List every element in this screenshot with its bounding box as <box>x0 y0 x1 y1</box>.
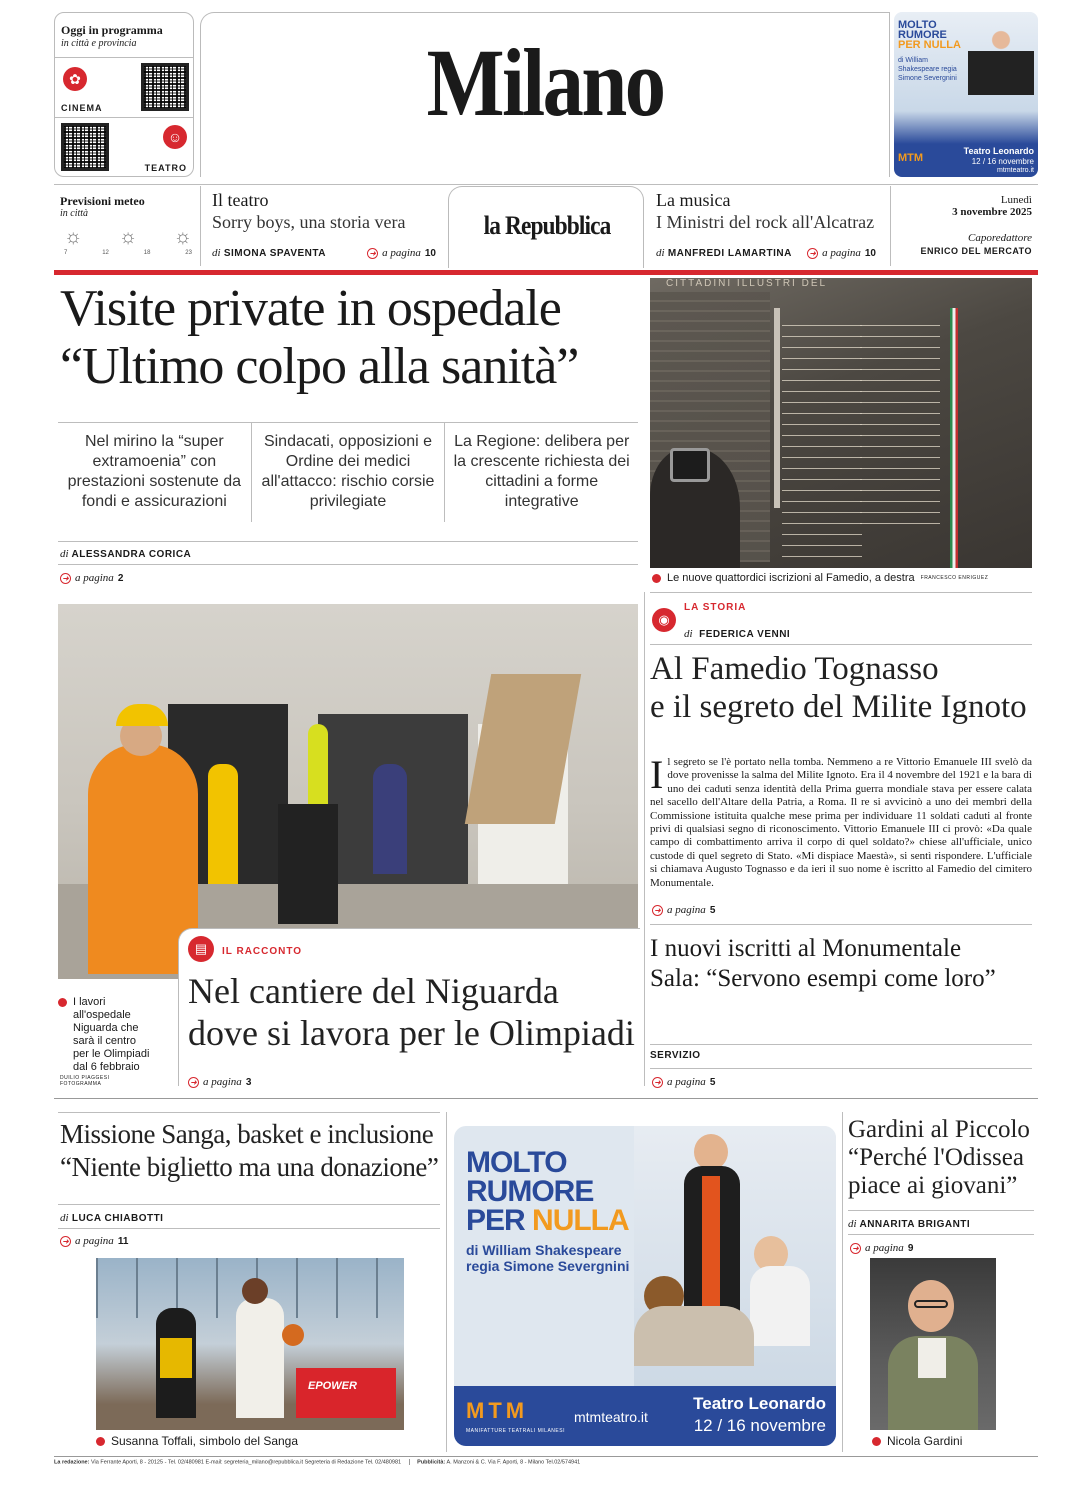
storia-tag: LA STORIA <box>684 602 747 613</box>
gardini-photo <box>870 1258 996 1430</box>
arrow-right-icon: ➜ <box>807 248 818 259</box>
teatro-mask-icon[interactable]: ☺ <box>163 125 187 149</box>
ad-small-credit: di William Shakespeare regia Simone Severgnini <box>898 57 957 82</box>
teatro-label[interactable]: TEATRO <box>144 163 187 173</box>
programma-box <box>54 12 194 177</box>
lead-point: Nel mirino la “super extramoenia” con prestazioni sostenute da fondi e assicurazioni <box>67 433 242 510</box>
plaque-header: CITTADINI ILLUSTRI DEL <box>666 278 828 289</box>
camera-icon <box>652 574 661 583</box>
lead-apag[interactable]: ➜ a pagina 2 <box>60 572 123 584</box>
ad-big-site[interactable]: mtmteatro.it <box>574 1409 648 1425</box>
sun-icon: ☼ <box>64 226 83 248</box>
niguarda-apag[interactable]: ➜ a pagina 3 <box>188 1076 251 1088</box>
racconto-tag: IL RACCONTO <box>222 946 303 957</box>
famedio-caption: Le nuove quattordici iscrizioni al Famedio, a destra FRANCESCO ENRIGUEZ <box>652 572 988 584</box>
ad-big[interactable] <box>454 1126 836 1446</box>
niguarda-credit: DUILIO PIAGGESI FOTOGRAMMA <box>60 1075 110 1087</box>
teatro-byline: di SIMONA SPAVENTA <box>212 247 326 259</box>
lead-headline[interactable]: Visite private in ospedale “Ultimo colpo alla sanità” <box>60 280 579 395</box>
niguarda-headline[interactable]: Nel cantiere del Niguarda dove si lavora per le Olimpiadi <box>188 971 635 1053</box>
ad-big-venue: Teatro Leonardo <box>693 1394 826 1413</box>
arrow-right-icon: ➜ <box>652 1077 663 1088</box>
sanga-photo <box>96 1258 404 1430</box>
ad-small-venue: Teatro Leonardo <box>963 146 1034 156</box>
teatro-qr-icon[interactable] <box>61 123 109 171</box>
meteo-title: Previsioni meteo <box>60 194 145 208</box>
musica-byline: di MANFREDI LAMARTINA <box>656 247 792 259</box>
programma-sub: in città e provincia <box>61 38 137 49</box>
teatro-title[interactable]: Sorry boys, una storia vera <box>212 212 406 232</box>
masthead-title: Milano <box>426 29 664 136</box>
storia-headline[interactable]: Al Famedio Tognasso e il segreto del Milite Ignoto <box>650 651 1027 725</box>
meteo-box <box>54 186 194 268</box>
storia-apag[interactable]: ➜ a pagina 5 <box>652 904 715 916</box>
ad-big-logo: MTM <box>466 1398 529 1423</box>
arrow-right-icon: ➜ <box>188 1077 199 1088</box>
cinema-icon[interactable]: ✿ <box>63 67 87 91</box>
ad-big-credit: di William Shakespeare regia Simone Severgnini <box>466 1242 630 1274</box>
day: Lunedì <box>1000 194 1032 206</box>
ad-small-site: mtmteatro.it <box>997 167 1034 174</box>
sanga-byline: di LUCA CHIABOTTI <box>60 1212 164 1224</box>
meteo-hours: 7 12 18 23 <box>64 250 192 256</box>
date-box <box>894 194 1032 256</box>
ad-small-logo: MTM <box>898 152 924 164</box>
ad-big-photo <box>634 1126 836 1386</box>
ad-big-dates: 12 / 16 novembre <box>693 1416 826 1435</box>
monumentale-apag[interactable]: ➜ a pagina 5 <box>652 1076 715 1088</box>
sanga-jersey-text: EPOWER <box>308 1380 357 1392</box>
teatro-box[interactable] <box>212 190 440 266</box>
storia-byline: di FEDERICA VENNI <box>684 628 791 640</box>
programma-title: Oggi in programma <box>61 23 163 37</box>
arrow-right-icon: ➜ <box>60 1236 71 1247</box>
sanga-caption: Susanna Toffali, simbolo del Sanga <box>96 1434 298 1448</box>
ad-big-logo-sub: MANIFATTURE TEATRALI MILANESI <box>466 1428 565 1434</box>
famedio-photo <box>650 278 1032 568</box>
musica-label: La musica <box>656 190 731 210</box>
storia-body: Il segreto se l'è portato nella tomba. Nemmeno a re Vittorio Emanuele III svelò da dove provenisse la salma del Milite Ignoto. Era il 4 novembre del 1921 e la bara di uno dei caduti senza identità della Prima guerra mondiale stava per essere calata nel sacello dell'Altare della Patria, a Roma. Il re si avvicinò a uno dei membri della Commissione istituita qualche mese prima per individuare 11 soldati caduti al fronte privi di qualsiasi segno di riconoscimento. Vittorio Emanuele III ci provò: «Da quale campo di combattimento arriva il corpo di quel soldato?» chiese all'ufficiale, unico custode di quel segreto di Stato. «Mi dispiace Maestà», si sentì rispondere. L'ufficiale si chiamava Augusto Tognasso e da ieri il suo nome è iscritto al Famedio del cimitero Monumentale. <box>650 752 1032 889</box>
arrow-right-icon: ➜ <box>652 905 663 916</box>
camera-icon <box>872 1437 881 1446</box>
musica-apag[interactable]: ➜ a pagina 10 <box>807 247 876 259</box>
capo-label: Caporedattore <box>968 232 1032 244</box>
monumentale-headline[interactable]: I nuovi iscritti al Monumentale Sala: “Servono esempi come loro” <box>650 935 996 992</box>
capo-name: ENRICO DEL MERCATO <box>920 246 1032 256</box>
cinema-qr-icon[interactable] <box>141 63 189 111</box>
niguarda-photo <box>58 604 638 979</box>
date: 3 novembre 2025 <box>952 206 1032 218</box>
repubblica-logo[interactable]: la Repubblica <box>483 211 611 240</box>
repubblica-logo-box <box>448 186 644 268</box>
monumentale-byline: SERVIZIO <box>650 1050 701 1061</box>
piccolo-headline[interactable]: Gardini al Piccolo “Perché l'Odissea piace ai giovani” <box>848 1116 1030 1199</box>
ad-big-title: MOLTO RUMORE PER NULLA <box>466 1146 629 1237</box>
ad-small[interactable] <box>894 12 1038 177</box>
arrow-right-icon: ➜ <box>60 573 71 584</box>
lead-byline: di ALESSANDRA CORICA <box>60 548 192 560</box>
camera-icon <box>96 1437 105 1446</box>
red-divider <box>54 270 1038 275</box>
ad-small-figures <box>968 18 1034 128</box>
storia-eye-icon: ◉ <box>652 608 676 632</box>
meteo-sub: in città <box>60 208 89 219</box>
arrow-right-icon: ➜ <box>850 1243 861 1254</box>
piccolo-apag[interactable]: ➜ a pagina 9 <box>850 1242 913 1254</box>
piccolo-byline: di ANNARITA BRIGANTI <box>848 1218 971 1230</box>
meteo-sun-icons <box>64 226 192 250</box>
lead-points <box>58 422 638 540</box>
teatro-apag[interactable]: ➜ a pagina 10 <box>367 247 436 259</box>
footer: La redazione: Via Ferrante Aporti, 8 - 20125 - Tel. 02/480981 E-mail: segreteria_milano@repubblica.it Segreteria di Redazione Tel. 02/480981 Pubblicità: A. Manzoni & C. Via F. Aporti, 8 - Milano Tel.02/574941 <box>54 1459 581 1466</box>
niguarda-caption: I lavori all'ospedale Niguarda che sarà il centro per le Olimpiadi dal 6 febbraio <box>58 996 154 1074</box>
ad-small-dates: 12 / 16 novembre <box>971 157 1034 166</box>
musica-box[interactable] <box>656 190 884 266</box>
gardini-caption: Nicola Gardini <box>872 1434 962 1448</box>
sun-icon: ☼ <box>118 226 138 248</box>
sun-icon: ☼ <box>173 226 192 248</box>
sanga-apag[interactable]: ➜ a pagina 11 <box>60 1235 128 1247</box>
racconto-icon: ▤ <box>188 936 214 962</box>
teatro-label: Il teatro <box>212 190 269 210</box>
lead-point: Sindacati, opposizioni e Ordine dei medici all'attacco: rischio corsie privilegiate <box>261 433 435 510</box>
cinema-label[interactable]: CINEMA <box>61 103 103 113</box>
sanga-headline[interactable]: Missione Sanga, basket e inclusione “Niente biglietto ma una donazione” <box>60 1119 439 1182</box>
musica-title[interactable]: I Ministri del rock all'Alcatraz <box>656 212 875 232</box>
camera-icon <box>58 998 67 1007</box>
lead-point: La Regione: delibera per la crescente richiesta dei cittadini a forme integrative <box>453 433 630 510</box>
arrow-right-icon: ➜ <box>367 248 378 259</box>
ad-small-title: MOLTO RUMORE PER NULLA <box>898 19 961 51</box>
